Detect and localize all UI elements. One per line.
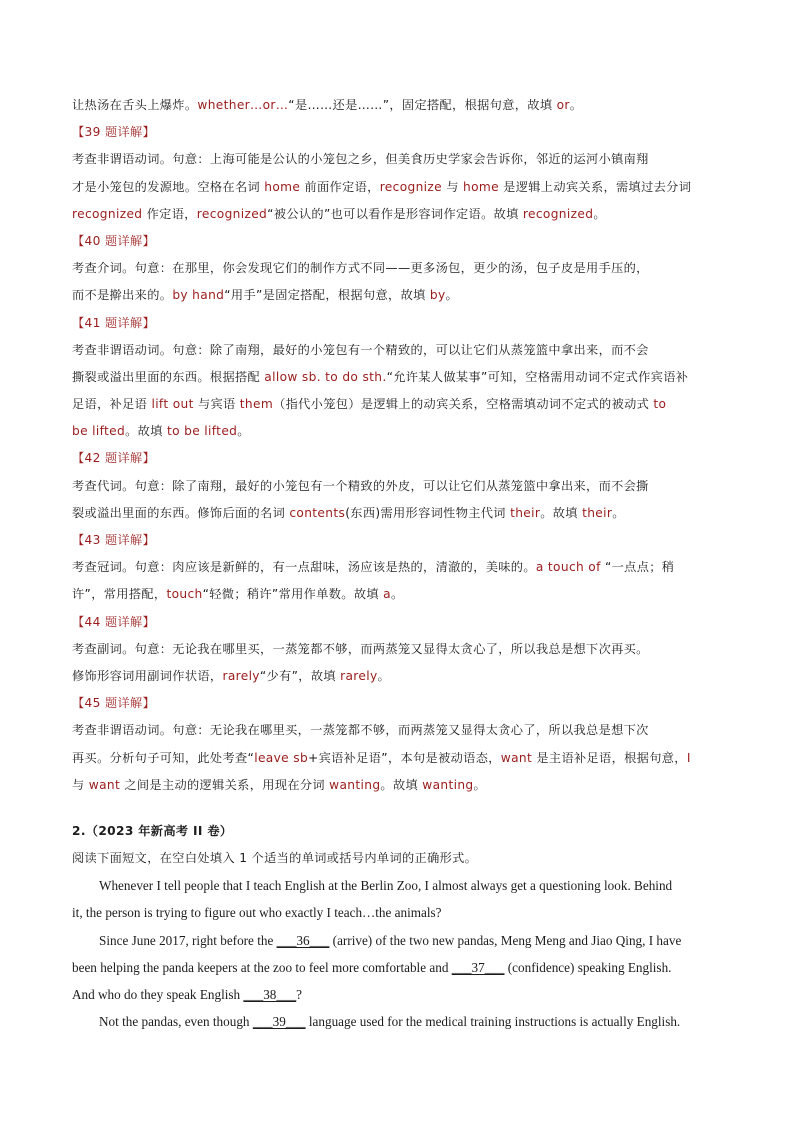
body-text: “是……还是……”，固定搭配，根据句意，故填 bbox=[288, 98, 557, 112]
keyword-text: to bbox=[653, 397, 667, 412]
section-instruction: 阅读下面短文，在空白处填入 1 个适当的单词或括号内单词的正确形式。 bbox=[72, 851, 478, 866]
solution-heading: 【42 题详解】 bbox=[72, 451, 156, 466]
body-text: 撕裂或溢出里面的东西。根据搭配 bbox=[72, 369, 265, 384]
body-text: “少有”，故填 bbox=[259, 668, 341, 683]
keyword-text: whether…or… bbox=[197, 98, 289, 112]
solution-line bbox=[72, 282, 736, 309]
body-text: 。 bbox=[445, 288, 459, 303]
body-text: 。 bbox=[237, 424, 250, 439]
keyword-text: recognize bbox=[379, 179, 442, 194]
body-text: 与 bbox=[72, 777, 89, 792]
keyword-text: want bbox=[88, 777, 121, 792]
solution-line bbox=[72, 473, 736, 500]
solution-line bbox=[72, 717, 736, 744]
keyword-text: leave sb bbox=[254, 750, 309, 765]
keyword-text: wanting bbox=[329, 777, 381, 792]
passage bbox=[72, 872, 736, 1035]
body-text: 与宾语 bbox=[193, 397, 240, 412]
body-text: Not the pandas, even though bbox=[99, 1014, 253, 1030]
body-text: 之间是主动的逻辑关系，用现在分词 bbox=[120, 777, 330, 792]
passage-line bbox=[72, 899, 736, 926]
body-text: “轻微；稍许”常用作单数。故填 bbox=[202, 587, 384, 602]
question-section-2 bbox=[72, 818, 736, 1036]
solution-line bbox=[72, 146, 736, 173]
solution-heading: 【39 题详解】 bbox=[72, 125, 156, 140]
keyword-text: or bbox=[556, 98, 570, 112]
body-text: been helping the panda keepers at the zoo to feel more comfortable and bbox=[72, 959, 452, 975]
solution-heading: 【43 题详解】 bbox=[72, 533, 156, 547]
keyword-text: a bbox=[383, 587, 391, 602]
solution-heading: 【44 题详解】 bbox=[72, 614, 156, 629]
body-text: 前面作定语， bbox=[300, 179, 380, 194]
keyword-text: allow sb. to do sth. bbox=[264, 369, 387, 384]
keyword-text: home bbox=[463, 179, 499, 194]
passage-line bbox=[72, 981, 736, 1008]
solution-line bbox=[72, 554, 736, 581]
body-text: 再买。分析句子可知，此处考查“ bbox=[72, 750, 255, 765]
body-text: it, the person is trying to figure out who exactly I teach…the animals? bbox=[72, 905, 442, 921]
keyword-text: I bbox=[686, 750, 691, 765]
keyword-text: recognized bbox=[72, 206, 143, 221]
solution-heading: 【45 题详解】 bbox=[72, 696, 156, 711]
keyword-text: recognized bbox=[522, 206, 594, 221]
body-text: 。 bbox=[612, 505, 625, 520]
keyword-text: to be lifted bbox=[166, 424, 238, 439]
body-text: 足语，补足语 bbox=[72, 397, 152, 412]
section-gap bbox=[72, 799, 736, 818]
solution-line bbox=[72, 201, 736, 228]
body-text: 考查介词。句意：在那里，你会发现它们的制作方式不同——更多汤包，更少的汤，包子皮是用手压的， bbox=[72, 261, 649, 276]
body-text: (arrive) of the two new pandas, Meng Meng and Jiao Qing, I have bbox=[329, 932, 682, 948]
body-text: 作定语， bbox=[142, 206, 197, 221]
body-text: 裂或溢出里面的东西。修饰后面的名词 bbox=[72, 505, 290, 520]
body-text: Since June 2017, right before the bbox=[99, 932, 277, 948]
solution-line bbox=[72, 663, 736, 690]
body-text: ? bbox=[296, 987, 303, 1002]
solution-heading: 【41 题详解】 bbox=[72, 315, 156, 330]
body-text: （指代小笼包）是逻辑上的动宾关系，空格需填动词不定式的被动式 bbox=[273, 397, 654, 412]
solution-line bbox=[72, 255, 736, 282]
keyword-text: a touch of bbox=[535, 560, 601, 575]
body-text: 。 bbox=[377, 668, 391, 683]
passage-line bbox=[72, 927, 736, 954]
body-text: “允许某人做某事”可知，空格需用动词不定式作宾语补 bbox=[386, 369, 689, 384]
body-text: 而不是擀出来的。 bbox=[72, 288, 173, 303]
body-text: (东西)需用形容词性物主代词 bbox=[345, 505, 511, 520]
solution-line bbox=[72, 92, 736, 119]
solution-line bbox=[72, 174, 736, 201]
body-text: 。故填 bbox=[125, 424, 167, 439]
body-text: 让热汤在舌头上爆炸。 bbox=[72, 98, 198, 112]
keyword-text: recognized bbox=[196, 206, 268, 221]
solution-line bbox=[72, 418, 736, 445]
body-text: Whenever I tell people that I teach English at the Berlin Zoo, I almost always get a questioning look. Behind bbox=[99, 878, 673, 894]
body-text: And who do they speak English bbox=[72, 987, 244, 1002]
body-text: 考查非谓语动词。句意：上海可能是公认的小笼包之乡，但美食历史学家会告诉你，邻近的运河小镇南翔 bbox=[72, 152, 649, 167]
section-title: 2.（2023 年新高考 II 卷） bbox=[72, 823, 233, 838]
keyword-text: lift out bbox=[151, 397, 194, 412]
keyword-text: be lifted bbox=[72, 424, 126, 439]
keyword-text: by hand bbox=[172, 288, 225, 303]
body-text: 修饰形容词用副词作状语， bbox=[72, 668, 223, 683]
keyword-text: rarely bbox=[340, 668, 378, 683]
body-text: (confidence) speaking English. bbox=[504, 959, 672, 975]
keyword-text: them bbox=[239, 397, 274, 412]
solution-heading: 【40 题详解】 bbox=[72, 233, 156, 248]
body-text: 与 bbox=[442, 179, 463, 194]
body-text: 是主语补足语，根据句意， bbox=[532, 750, 687, 765]
body-text: 。故填 bbox=[380, 777, 423, 792]
solution-line bbox=[72, 364, 736, 391]
keyword-text: touch bbox=[166, 587, 203, 602]
body-text: 。 bbox=[390, 587, 404, 602]
fill-blank: ___38___ bbox=[243, 987, 297, 1002]
body-text: 考查代词。句意：除了南翔，最好的小笼包有一个精致的外皮，可以让它们从蒸笼篮中拿出来，而不会撕 bbox=[72, 478, 649, 493]
solution-explanations bbox=[72, 92, 736, 799]
body-text: 考查冠词。句意：肉应该是新鲜的，有一点甜味，汤应该是热的，清澈的，美味的。 bbox=[72, 560, 536, 575]
solution-line bbox=[72, 772, 736, 799]
keyword-text: rarely bbox=[222, 668, 260, 683]
body-text: 考查非谓语动词。句意：除了南翔，最好的小笼包有一个精致的，可以让它们从蒸笼篮中拿出来，而不会 bbox=[72, 342, 649, 357]
keyword-text: their bbox=[582, 505, 613, 520]
keyword-text: want bbox=[500, 750, 533, 765]
body-text: 。 bbox=[569, 98, 583, 112]
fill-blank: ___39___ bbox=[252, 1014, 306, 1030]
body-text: language used for the medical training instructions is actually English. bbox=[305, 1014, 681, 1030]
solution-line bbox=[72, 581, 736, 608]
keyword-text: wanting bbox=[422, 777, 474, 792]
document-page bbox=[72, 92, 736, 1035]
passage-line bbox=[72, 872, 736, 899]
passage-line bbox=[72, 1008, 736, 1035]
keyword-text: by bbox=[429, 288, 446, 303]
body-text: 考查非谓语动词。句意：无论我在哪里买，一蒸笼都不够，而两蒸笼又显得太贪心了，所以我总是想下次 bbox=[72, 723, 649, 738]
keyword-text: their bbox=[510, 505, 541, 520]
body-text: “用手”是固定搭配，根据句意，故填 bbox=[224, 288, 430, 303]
body-text: 考查副词。句意：无论我在哪里买，一蒸笼都不够，而两蒸笼又显得太贪心了，所以我总是想下次再买。 bbox=[72, 641, 649, 656]
fill-blank: ___37___ bbox=[451, 959, 505, 975]
body-text: 是逻辑上动宾关系，需填过去分词 bbox=[498, 179, 692, 194]
keyword-text: home bbox=[264, 179, 301, 194]
keyword-text: contents bbox=[289, 505, 346, 520]
solution-line bbox=[72, 745, 736, 772]
body-text: 才是小笼包的发源地。空格在名词 bbox=[72, 179, 265, 194]
body-text: 许”，常用搭配， bbox=[72, 587, 167, 602]
body-text: 。 bbox=[473, 777, 487, 792]
solution-line bbox=[72, 500, 736, 527]
body-text: 。故填 bbox=[540, 505, 583, 520]
body-text: +宾语补足语”，本句是被动语态， bbox=[308, 750, 501, 765]
fill-blank: ___36___ bbox=[276, 932, 330, 948]
body-text: “一点点；稍 bbox=[600, 560, 675, 575]
passage-line bbox=[72, 954, 736, 981]
body-text: “被公认的”也可以看作是形容词作定语。故填 bbox=[267, 206, 523, 221]
body-text: 。 bbox=[593, 206, 606, 221]
solution-line bbox=[72, 636, 736, 663]
solution-line bbox=[72, 391, 736, 418]
solution-line bbox=[72, 337, 736, 364]
